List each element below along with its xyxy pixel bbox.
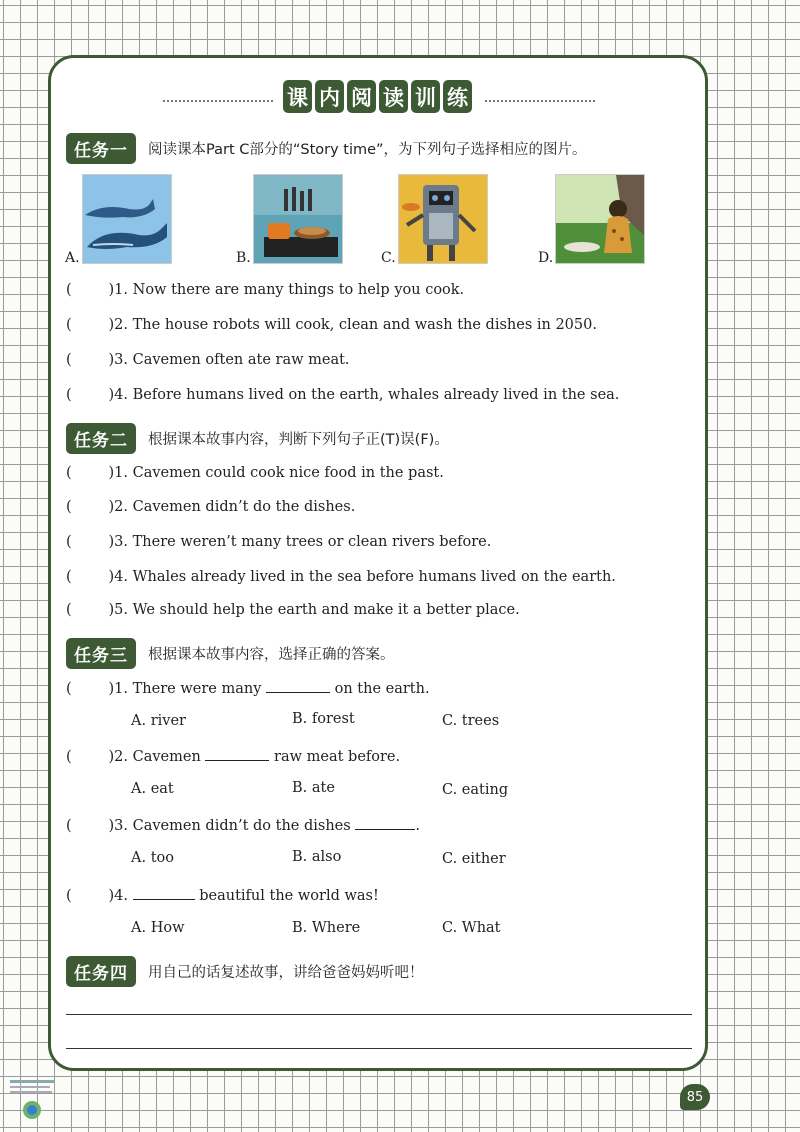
option-a: A. How [131,920,185,936]
task-3-badge: 任务三 [66,638,136,669]
question-text: . [415,818,420,834]
question-text: ( )3. Cavemen didn’t do the dishes [66,818,356,834]
task-1-item: ( )4. Before humans lived on the earth, whales already lived in the sea. [66,387,620,403]
question-text: ( )4. [66,888,133,904]
picture-c [381,174,488,264]
task-3-question [66,746,400,765]
title-char: 阅 [347,80,376,113]
task-4-header [66,956,424,987]
answer-blank [205,746,269,761]
option-c: C. eating [442,782,509,798]
picture-a-label: A. [65,250,80,266]
option-c: C. trees [442,713,500,729]
section-title [51,80,705,120]
option-c: C. either [442,851,506,867]
task-2-item: ( )4. Whales already lived in the sea before humans lived on the earth. [66,569,616,585]
question-text: on the earth. [330,681,430,697]
option-b: B. Where [292,920,361,936]
answer-blank [266,678,330,693]
option-c: C. What [442,920,501,936]
worksheet-panel [48,55,708,1071]
answer-blank [133,885,195,900]
title-char: 读 [379,80,408,113]
task-2-item: ( )5. We should help the earth and make it a better place. [66,602,520,618]
option-a: A. eat [131,781,174,797]
picture-d [538,174,645,264]
task-3-question [66,885,379,904]
picture-a [65,174,172,264]
title-char: 内 [315,80,344,113]
task-1-header [66,133,587,164]
task-3-question [66,678,430,697]
title-divider-left [163,100,273,102]
task-1-instruction: 阅读课本Part C部分的“Story time”，为下列句子选择相应的图片。 [148,142,587,158]
task-3-header [66,638,395,669]
option-b: B. also [292,849,342,865]
question-text: beautiful the world was! [194,888,379,904]
task-1-item: ( )3. Cavemen often ate raw meat. [66,352,350,368]
task-2-badge: 任务二 [66,423,136,454]
task-3-instruction: 根据课本故事内容，选择正确的答案。 [148,647,395,663]
whales-icon [82,174,172,264]
picture-b [236,174,343,264]
question-text: raw meat before. [269,749,401,765]
task-1-badge: 任务一 [66,133,136,164]
task-1-item: ( )1. Now there are many things to help you cook. [66,282,465,298]
task-2-item: ( )3. There weren’t many trees or clean rivers before. [66,534,492,550]
writing-line [66,1048,692,1049]
option-a: A. too [131,850,174,866]
picture-b-label: B. [236,250,251,266]
title-char: 课 [283,80,312,113]
task-4-badge: 任务四 [66,956,136,987]
page-number: 85 [680,1084,710,1110]
task-2-item: ( )1. Cavemen could cook nice food in the past. [66,465,444,481]
task-1-item: ( )2. The house robots will cook, clean and wash the dishes in 2050. [66,317,597,333]
title-divider-right [485,100,595,102]
task-2-instruction: 根据课本故事内容，判断下列句子正(T)误(F)。 [148,432,449,448]
question-text: ( )2. Cavemen [66,749,206,765]
caveman-icon [555,174,645,264]
task-2-item: ( )2. Cavemen didn’t do the dishes. [66,499,356,515]
title-char: 练 [443,80,472,113]
title-char: 训 [411,80,440,113]
writing-line [66,1014,692,1015]
question-text: ( )1. There were many [66,681,266,697]
kitchen-icon [253,174,343,264]
answer-blank [355,815,415,830]
option-b: B. ate [292,780,335,796]
house-robot-icon [398,174,488,264]
task-2-header [66,423,449,454]
task-3-question [66,815,420,834]
task-4-instruction: 用自己的话复述故事，讲给爸爸妈妈听吧！ [148,965,424,981]
publisher-logo-icon [6,1078,58,1124]
title-characters [283,80,472,113]
option-a: A. river [131,713,186,729]
picture-d-label: D. [538,250,554,266]
picture-c-label: C. [381,250,396,266]
option-b: B. forest [292,711,355,727]
